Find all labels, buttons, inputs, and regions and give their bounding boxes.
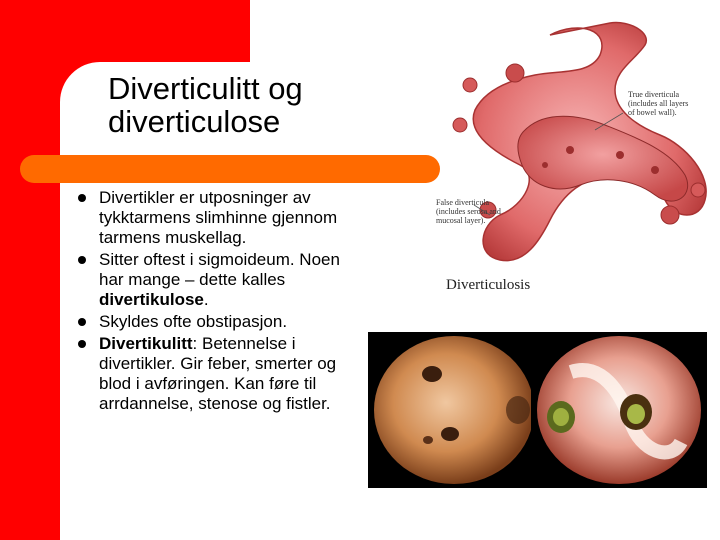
annotation-false-diverticula: False diverticula (includes serosa and mucosal layer).	[436, 198, 501, 225]
bullet-item	[78, 250, 363, 310]
bullet-item	[78, 334, 363, 414]
red-left-band	[0, 0, 60, 540]
endoscopy-image-2	[531, 332, 707, 488]
orange-divider-bar	[20, 155, 440, 183]
bullet-dot-icon	[78, 318, 86, 326]
illustration-caption: Diverticulosis	[446, 277, 531, 293]
annotation-true-diverticula: True diverticula (includes all layers of bowel wall).	[628, 90, 689, 117]
bullet-text: .	[203, 290, 209, 309]
bullet-dot-icon	[78, 340, 86, 348]
bullet-text: Sitter oftest i sigmoideum. Noen har mange – dette kalles	[99, 250, 340, 289]
red-top-band	[60, 0, 250, 62]
bullet-text: Skyldes ofte obstipasjon.	[99, 312, 288, 331]
colon-illustration	[430, 15, 720, 300]
bullet-item	[78, 312, 363, 332]
bullet-bold-term: Divertikulitt	[99, 334, 193, 353]
bullet-item	[78, 188, 363, 248]
bullet-text: : Betennelse i divertikler. Gir feber, smerter og blod i avføringen. Kan føre til arrdannelse, stenose og fistler.	[99, 334, 337, 413]
bullet-dot-icon	[78, 194, 86, 202]
bullet-bold-term: divertikulose	[99, 290, 204, 309]
endoscopy-image-1	[368, 332, 544, 488]
bullet-list	[78, 188, 363, 416]
slide-title: Diverticulitt og diverticulose	[108, 71, 303, 139]
bullet-dot-icon	[78, 256, 86, 264]
bullet-text: Divertikler er utposninger av tykktarmens slimhinne gjennom tarmens muskellag.	[99, 188, 338, 247]
